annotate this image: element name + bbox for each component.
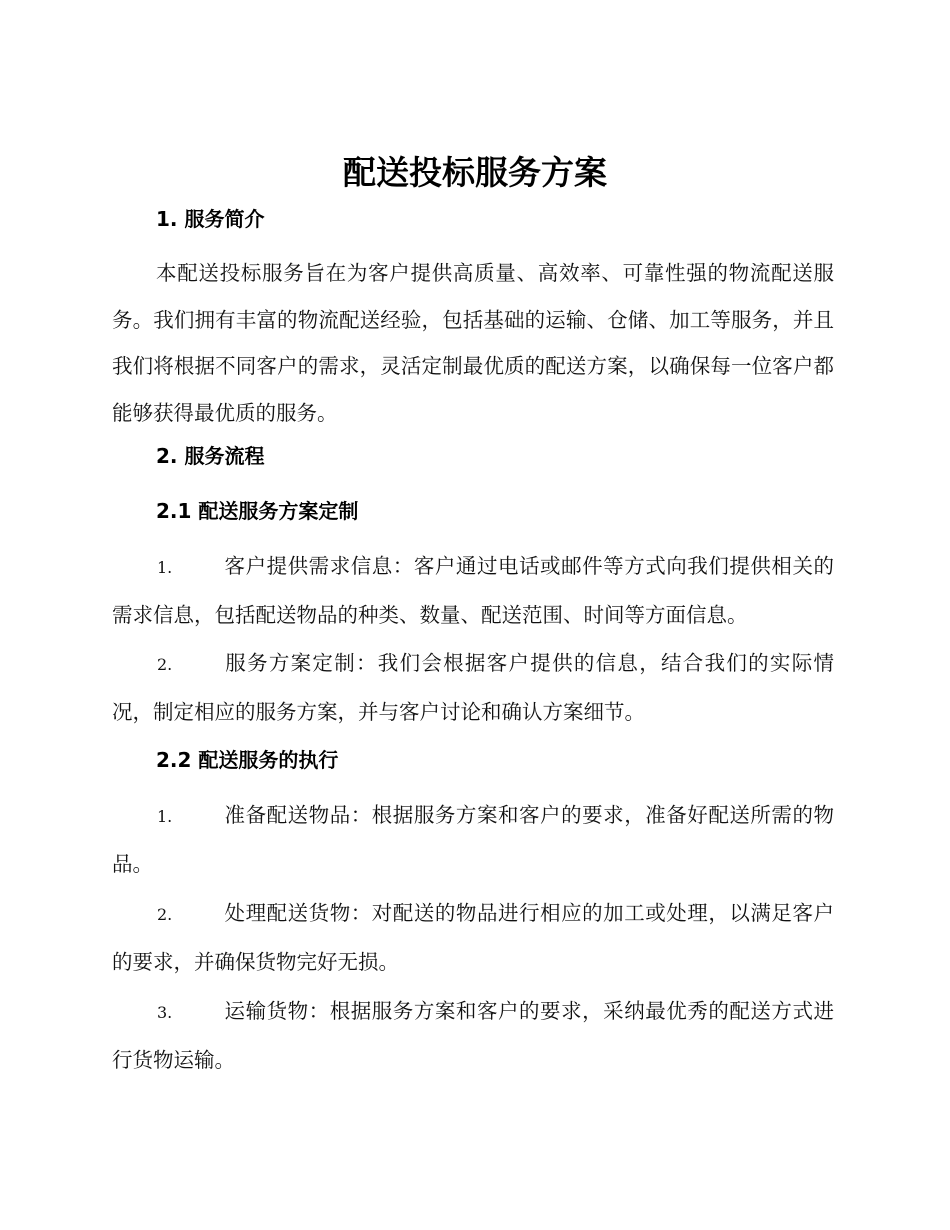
list-item-number: 2. [157, 905, 173, 924]
section-heading-service-intro: 1. 服务简介 [156, 207, 265, 231]
list-item-text: 准备配送物品：根据服务方案和客户的要求，准备好配送所需的物品。 [112, 803, 834, 876]
list-item-text: 运输货物：根据服务方案和客户的要求，采纳最优秀的配送方式进行货物运输。 [112, 999, 834, 1072]
list-item-number: 1. [157, 807, 173, 826]
list-item-text: 处理配送货物：对配送的物品进行相应的加工或处理，以满足客户的要求，并确保货物完好无损。 [112, 901, 834, 974]
list-item-number: 3. [157, 1003, 173, 1022]
list-item [112, 792, 834, 887]
section-heading-service-execution: 2.2 配送服务的执行 [156, 748, 339, 772]
list-item-text: 客户提供需求信息：客户通过电话或邮件等方式向我们提供相关的需求信息，包括配送物品的种类、数量、配送范围、时间等方面信息。 [112, 554, 834, 627]
section-heading-service-process: 2. 服务流程 [156, 444, 265, 468]
list-item [112, 890, 834, 985]
list-item-number: 2. [157, 655, 173, 674]
list-item-number: 1. [157, 558, 173, 577]
service-intro-paragraph: 本配送投标服务旨在为客户提供高质量、高效率、可靠性强的物流配送服务。我们拥有丰富的物流配送经验，包括基础的运输、仓储、加工等服务，并且我们将根据不同客户的需求，灵活定制最优质的配送方案，以确保每一位客户都能够获得最优质的服务。 [112, 261, 834, 425]
list-item [112, 988, 834, 1083]
list-item-text: 服务方案定制：我们会根据客户提供的信息，结合我们的实际情况，制定相应的服务方案，并与客户讨论和确认方案细节。 [112, 651, 834, 724]
list-item [112, 543, 834, 638]
document-title: 配送投标服务方案 [343, 153, 607, 192]
list-item [112, 640, 834, 735]
section-heading-plan-customization: 2.1 配送服务方案定制 [156, 499, 359, 523]
